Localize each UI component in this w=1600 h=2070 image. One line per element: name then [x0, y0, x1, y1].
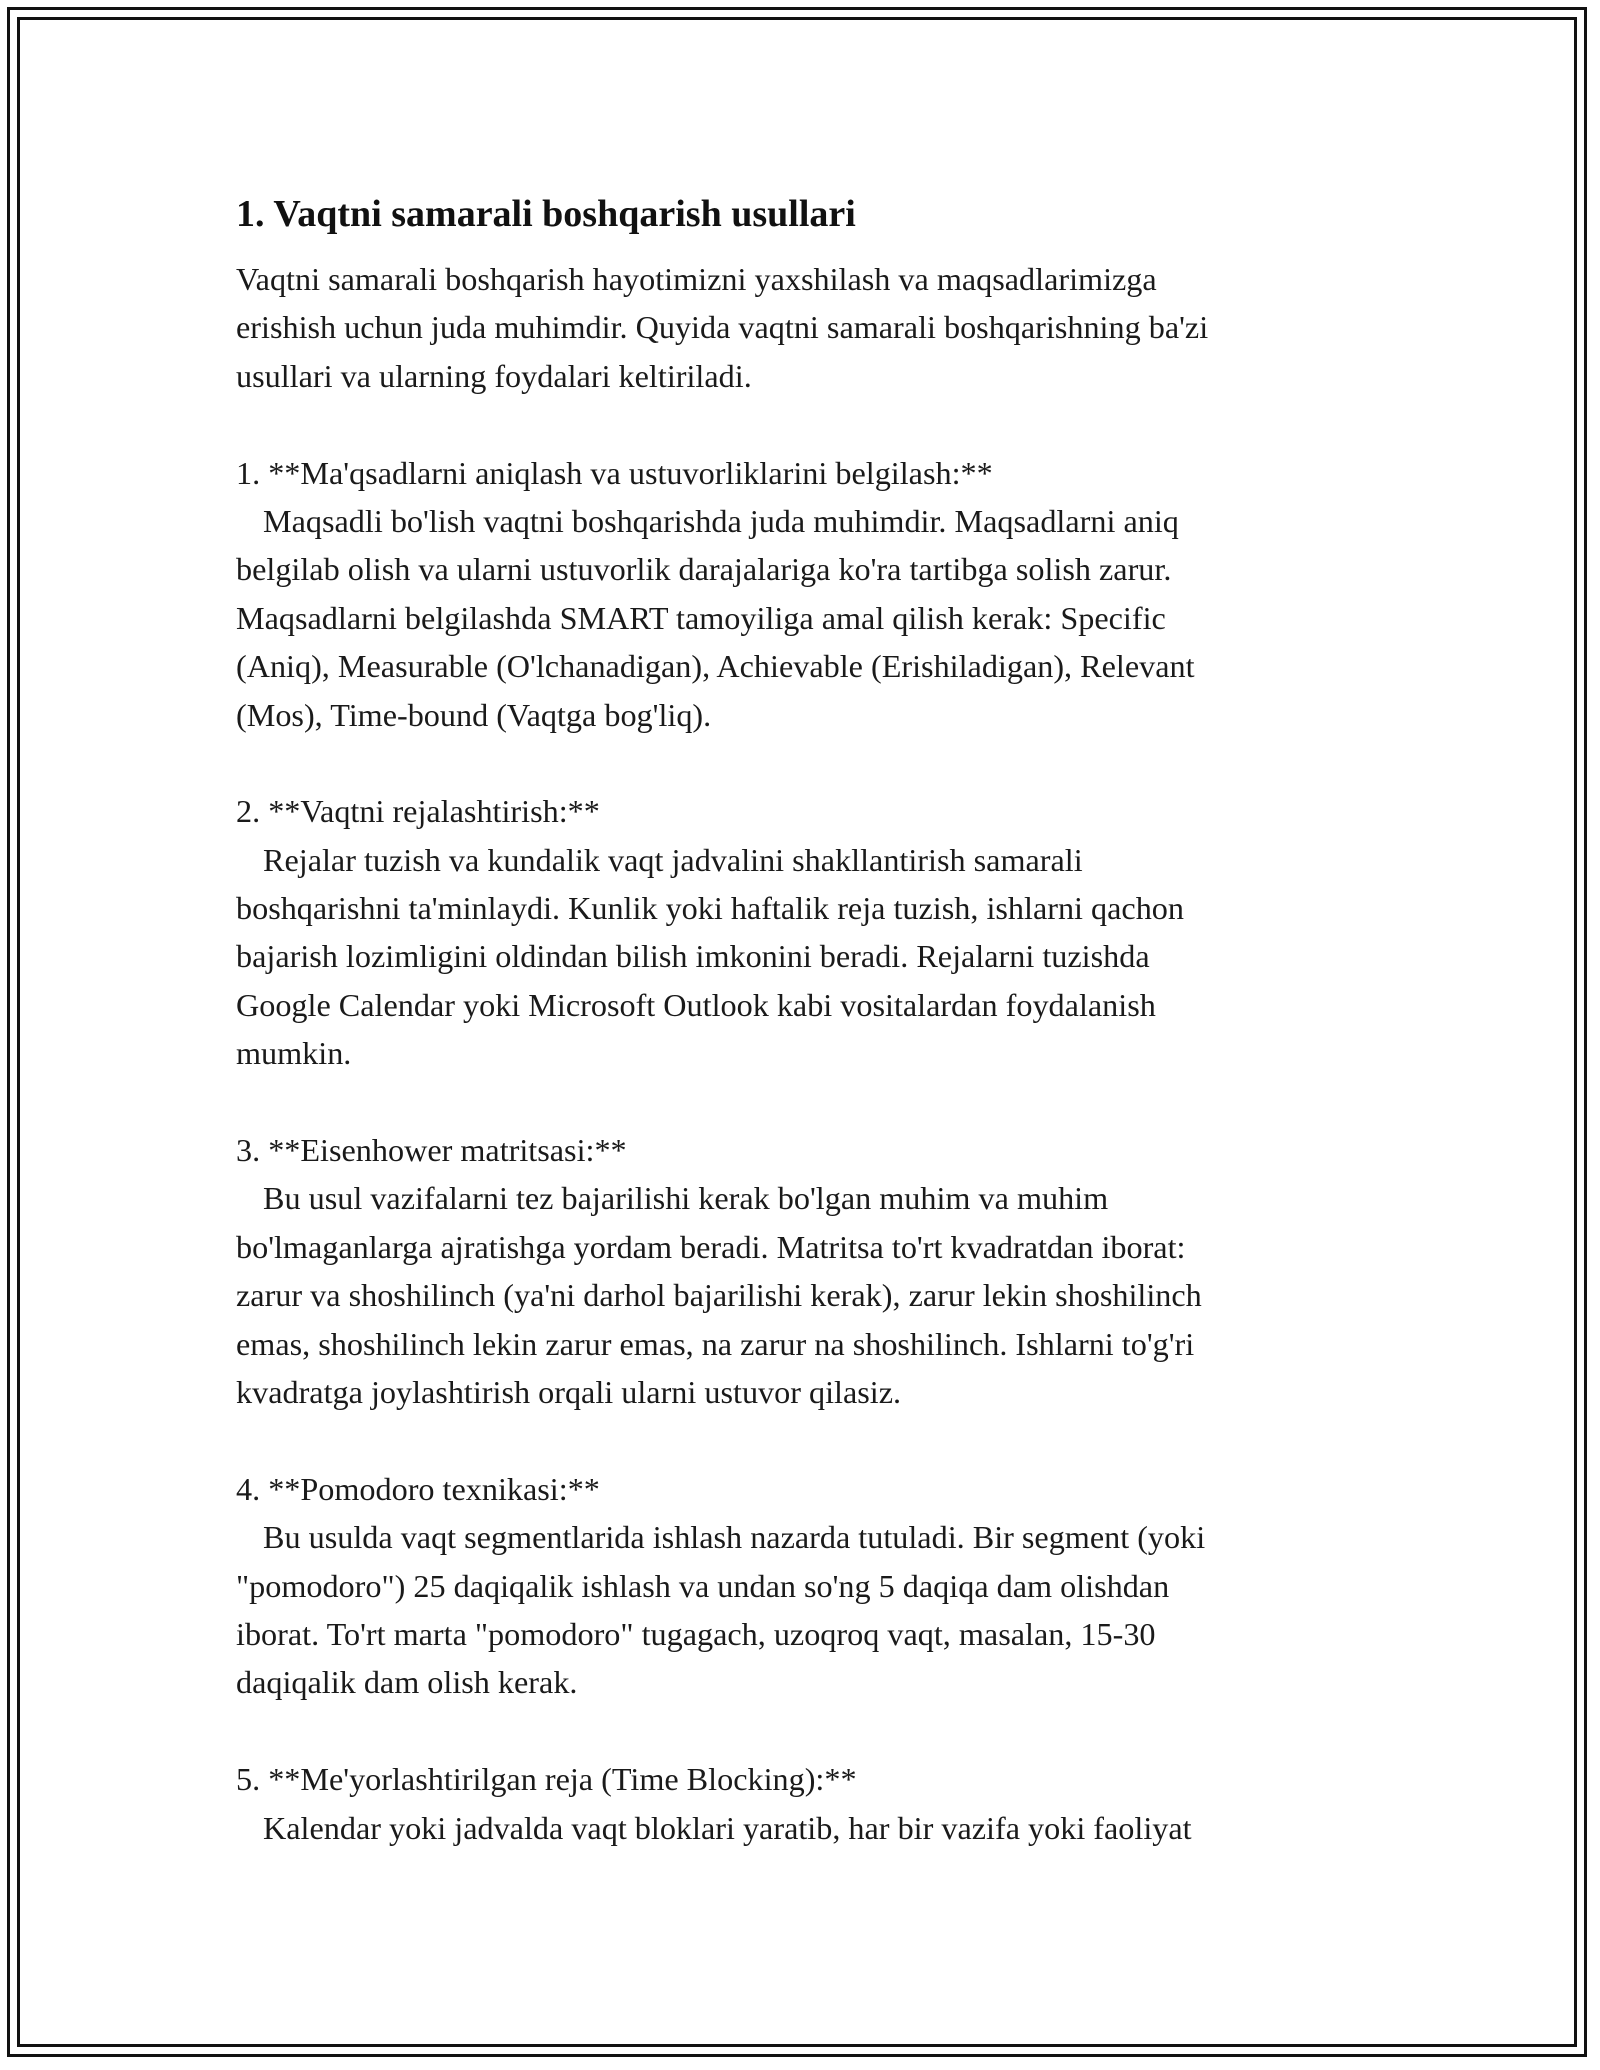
section-heading: 1. **Ma'qsadlarni aniqlash va ustuvorliklarini belgilash:**: [236, 454, 993, 491]
intro-line: Vaqtni samarali boshqarish hayotimizni yaxshilash va maqsadlarimizga: [236, 261, 1157, 297]
section-heading: 4. **Pomodoro texnikasi:**: [236, 1470, 600, 1507]
section-heading: 5. **Me'yorlashtirilgan reja (Time Blocking):**: [236, 1761, 857, 1798]
section-line: mumkin.: [236, 1035, 352, 1072]
section-line: kvadratga joylashtirish orqali ularni ustuvor qilasiz.: [236, 1373, 902, 1410]
section-5: [236, 1755, 1386, 1852]
section-line: Bu usulda vaqt segmentlarida ishlash nazarda tutuladi. Bir segment (yoki: [263, 1519, 1206, 1556]
intro-line: usullari va ularning foydalari keltiriladi.: [236, 357, 752, 394]
section-heading: 3. **Eisenhower matritsasi:**: [236, 1132, 627, 1169]
document-body: [236, 186, 1386, 1852]
intro-line: erishish uchun juda muhimdir. Quyida vaqtni samarali boshqarishning ba'zi: [236, 309, 1209, 346]
blank-line: [236, 739, 1386, 787]
section-2: [236, 787, 1386, 1126]
section-line: "pomodoro") 25 daqiqalik ishlash va undan so'ng 5 daqiqa dam olishdan: [236, 1567, 1170, 1604]
section-line: Bu usul vazifalarni tez bajarilishi kerak bo'lgan muhim va muhim: [263, 1180, 1109, 1217]
section-line: daqiqalik dam olish kerak.: [236, 1664, 578, 1701]
blank-line: [236, 400, 1386, 448]
section-line: Rejalar tuzish va kundalik vaqt jadvalini shakllantirish samarali: [263, 841, 1083, 878]
blank-line: [236, 1416, 1386, 1464]
section-4: [236, 1465, 1386, 1755]
blank-line: [236, 1078, 1386, 1126]
section-line: Maqsadli bo'lish vaqtni boshqarishda juda muhimdir. Maqsadlarni aniq: [263, 502, 1179, 539]
section-line: belgilab olish va ularni ustuvorlik darajalariga ko'ra tartibga solish zarur.: [236, 551, 1172, 588]
blank-line: [236, 1707, 1386, 1755]
section-line: emas, shoshilinch lekin zarur emas, na zarur na shoshilinch. Ishlarni to'g'ri: [236, 1325, 1195, 1362]
section-line: Maqsadlarni belgilashda SMART tamoyiliga amal qilish kerak: Specific: [236, 599, 1166, 636]
section-line: boshqarishni ta'minlaydi. Kunlik yoki haftalik reja tuzish, ishlarni qachon: [236, 890, 1184, 927]
section-line: zarur va shoshilinch (ya'ni darhol bajarilishi kerak), zarur lekin shoshilinch: [236, 1277, 1202, 1314]
section-1: [236, 449, 1386, 788]
section-line: (Mos), Time-bound (Vaqtga bog'liq).: [236, 696, 712, 733]
section-line: bo'lmaganlarga ajratishga yordam beradi. Matritsa to'rt kvadratdan iborat:: [236, 1228, 1186, 1265]
document-title: 1. Vaqtni samarali boshqarish usullari: [236, 193, 856, 235]
section-heading: 2. **Vaqtni rejalashtirish:**: [236, 793, 600, 830]
section-line: Kalendar yoki jadvalda vaqt bloklari yaratib, har bir vazifa yoki faoliyat: [263, 1809, 1192, 1846]
section-line: bajarish lozimligini oldindan bilish imkonini beradi. Rejalarni tuzishda: [236, 938, 1150, 975]
section-line: iborat. To'rt marta "pomodoro" tugagach, uzoqroq vaqt, masalan, 15-30: [236, 1615, 1156, 1652]
intro-paragraph: [236, 255, 1386, 449]
section-3: [236, 1126, 1386, 1465]
section-line: (Aniq), Measurable (O'lchanadigan), Achievable (Erishiladigan), Relevant: [236, 648, 1195, 685]
section-line: Google Calendar yoki Microsoft Outlook kabi vositalardan foydalanish: [236, 986, 1156, 1023]
